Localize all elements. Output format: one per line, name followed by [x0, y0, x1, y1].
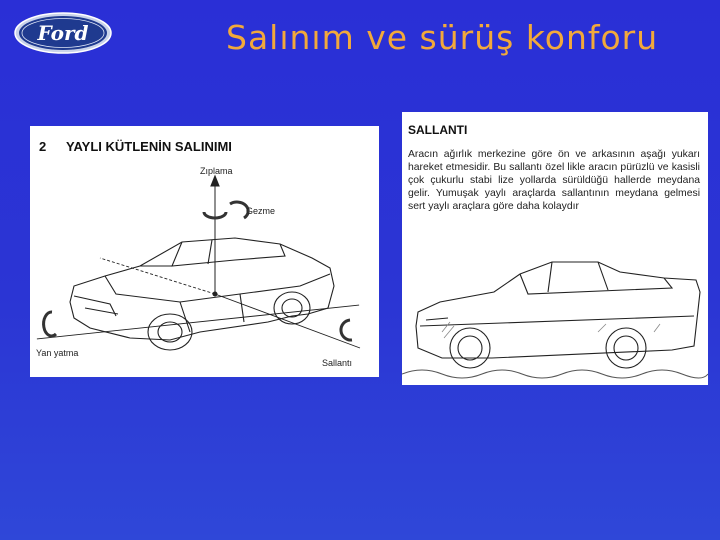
slide-title: Salınım ve sürüş konforu	[226, 18, 659, 57]
panel-heading: SALLANTI	[408, 123, 468, 137]
label-sallanti: Sallantı	[322, 358, 353, 368]
ford-logo	[14, 12, 112, 54]
ford-logo-text: Ford	[37, 21, 89, 45]
panel-heading: YAYLI KÜTLENİN SALINIMI	[66, 139, 232, 154]
pitch-description: Aracın ağırlık merkezine göre ön ve arkasının aşağı yukarı hareket etmesidir. Bu sallantı özel likle aracın pürüzlü ve kasisli çok çukurlu stabi lize yollarda sürüldüğü hallerde meydana gelir. Yumuşak yaylı araçlarda sallantının meydana gelmesi sert yaylı araçlara göre daha kolaydır	[408, 149, 700, 212]
sedan-motion-diagram	[30, 126, 379, 377]
pitching-car-illustration	[402, 112, 708, 385]
label-gezme: Gezme	[246, 206, 276, 216]
pitch-panel	[402, 112, 708, 385]
label-ziplama: Zıplama	[200, 166, 233, 176]
label-yan-yatma: Yan yatma	[36, 348, 79, 358]
sprung-mass-panel	[30, 126, 379, 377]
figure-number: 2	[39, 139, 47, 154]
